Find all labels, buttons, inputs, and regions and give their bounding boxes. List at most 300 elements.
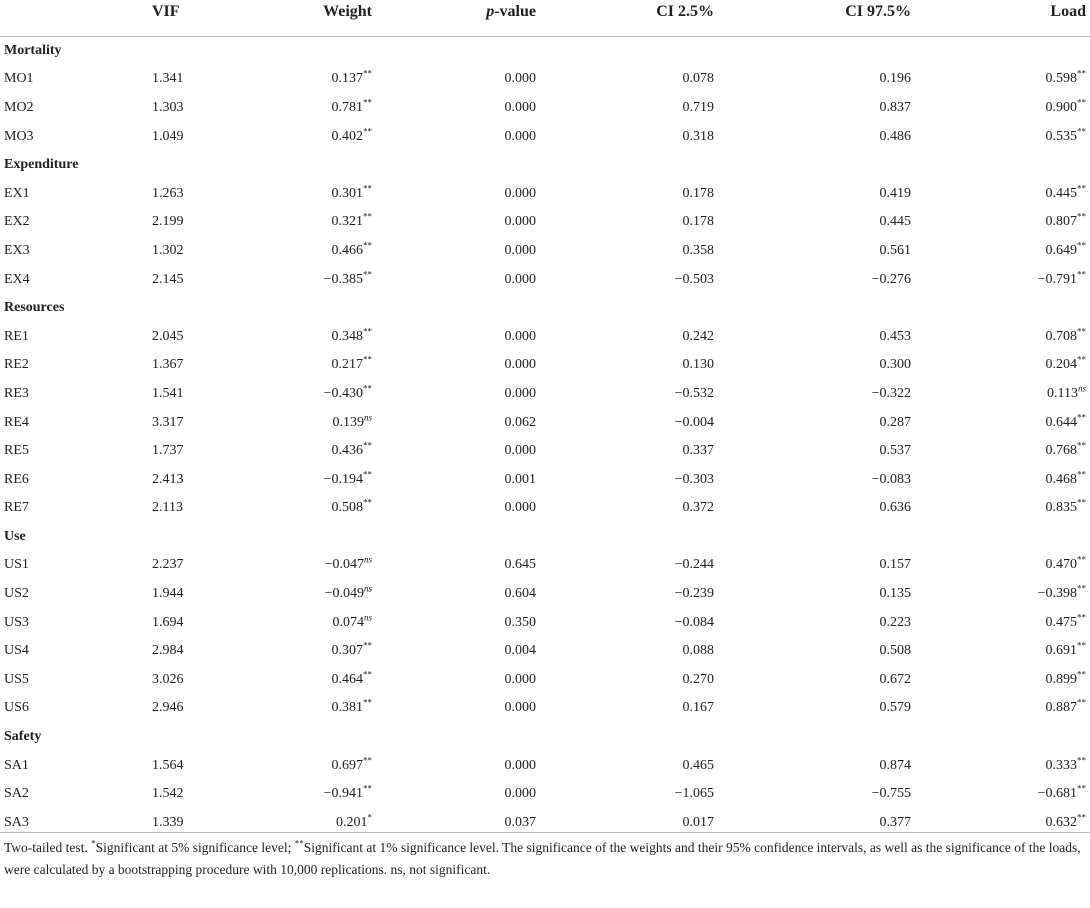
weight-cell-value: −0.049 bbox=[324, 586, 364, 602]
weight-cell-significance: ** bbox=[363, 754, 372, 765]
ci-high-cell-value: 0.486 bbox=[879, 128, 911, 144]
indicator-cell-value: EX3 bbox=[4, 242, 30, 258]
load-cell-value: 0.632 bbox=[1045, 814, 1077, 830]
load-cell bbox=[915, 666, 1090, 695]
ci-high-cell-value: 0.453 bbox=[879, 328, 911, 344]
ci-low-cell bbox=[540, 551, 718, 580]
weight-cell bbox=[188, 265, 376, 294]
vif-cell-value: 1.341 bbox=[152, 71, 184, 87]
pvalue-cell bbox=[376, 694, 540, 723]
load-cell bbox=[915, 94, 1090, 123]
table-row bbox=[0, 94, 1090, 123]
indicator-cell bbox=[0, 637, 148, 666]
load-cell bbox=[915, 465, 1090, 494]
weight-cell-value: −0.430 bbox=[323, 385, 363, 401]
load-cell-significance: ** bbox=[1077, 669, 1086, 680]
header-load: Load bbox=[915, 0, 1090, 36]
indicator-cell-value: EX1 bbox=[4, 185, 30, 201]
weight-cell bbox=[188, 208, 376, 237]
ci-high-cell bbox=[718, 408, 915, 437]
ci-high-cell bbox=[718, 780, 915, 809]
pvalue-cell bbox=[376, 380, 540, 409]
header-indicator bbox=[0, 0, 148, 36]
ci-high-cell bbox=[718, 494, 915, 523]
vif-cell-value: 2.413 bbox=[152, 471, 184, 487]
vif-cell bbox=[148, 94, 188, 123]
indicator-cell-value: RE6 bbox=[4, 471, 29, 487]
ci-high-cell-value: 0.672 bbox=[879, 671, 911, 687]
load-cell-value: 0.445 bbox=[1045, 185, 1077, 201]
header-pvalue bbox=[376, 0, 540, 36]
indicator-cell-value: MO2 bbox=[4, 99, 34, 115]
load-cell-significance: ** bbox=[1077, 812, 1086, 823]
header-row bbox=[0, 0, 1090, 36]
vif-cell bbox=[148, 65, 188, 94]
indicator-cell-value: EX2 bbox=[4, 214, 30, 230]
ci-low-cell-value: 0.465 bbox=[682, 757, 714, 773]
ci-low-cell-value: 0.372 bbox=[682, 500, 714, 516]
ci-low-cell bbox=[540, 637, 718, 666]
weight-cell bbox=[188, 322, 376, 351]
indicator-cell-value: RE3 bbox=[4, 385, 29, 401]
ci-high-cell bbox=[718, 751, 915, 780]
ci-low-cell-value: 0.358 bbox=[682, 242, 714, 258]
load-cell-significance: ** bbox=[1077, 583, 1086, 594]
load-cell-significance: ** bbox=[1077, 754, 1086, 765]
table-row bbox=[0, 122, 1090, 151]
weight-cell-significance: ns bbox=[363, 612, 372, 623]
indicator-cell bbox=[0, 666, 148, 695]
footnote-star2: ** bbox=[294, 838, 304, 849]
weight-cell-significance: ** bbox=[363, 783, 372, 794]
pvalue-cell bbox=[376, 322, 540, 351]
weight-cell-significance: ns bbox=[363, 583, 372, 594]
footnote-text bbox=[0, 833, 1090, 881]
ci-high-cell-value: 0.287 bbox=[879, 414, 911, 430]
vif-cell-value: 2.984 bbox=[152, 643, 184, 659]
pvalue-cell-value: 0.037 bbox=[504, 814, 536, 830]
indicator-cell-value: SA1 bbox=[4, 757, 29, 773]
weight-cell bbox=[188, 380, 376, 409]
vif-cell-value: 1.564 bbox=[152, 757, 184, 773]
weight-cell bbox=[188, 465, 376, 494]
load-cell-value: 0.835 bbox=[1045, 500, 1077, 516]
vif-cell-value: 1.339 bbox=[152, 814, 184, 830]
ci-high-cell bbox=[718, 122, 915, 151]
weight-cell-significance: ns bbox=[363, 411, 372, 422]
indicator-cell bbox=[0, 694, 148, 723]
ci-high-cell bbox=[718, 637, 915, 666]
ci-low-cell bbox=[540, 666, 718, 695]
ci-high-cell-value: 0.377 bbox=[879, 814, 911, 830]
weight-cell-value: 0.307 bbox=[331, 643, 363, 659]
pvalue-cell bbox=[376, 351, 540, 380]
weight-cell-value: −0.941 bbox=[323, 786, 363, 802]
table-row bbox=[0, 608, 1090, 637]
vif-cell bbox=[148, 408, 188, 437]
header-pvalue-p: p bbox=[486, 3, 495, 20]
vif-cell bbox=[148, 551, 188, 580]
weight-cell bbox=[188, 179, 376, 208]
load-cell-value: 0.470 bbox=[1045, 557, 1077, 573]
vif-cell-value: 1.302 bbox=[152, 242, 184, 258]
indicator-cell bbox=[0, 94, 148, 123]
indicator-cell bbox=[0, 751, 148, 780]
pvalue-cell-value: 0.645 bbox=[504, 557, 536, 573]
load-cell-significance: ns bbox=[1077, 383, 1086, 394]
ci-low-cell bbox=[540, 494, 718, 523]
ci-high-cell-value: −0.083 bbox=[871, 471, 911, 487]
ci-high-cell bbox=[718, 94, 915, 123]
section-title: Expenditure bbox=[4, 157, 79, 173]
ci-high-cell-value: 0.223 bbox=[879, 614, 911, 630]
load-cell-significance: ** bbox=[1077, 183, 1086, 194]
indicator-cell-value: US2 bbox=[4, 586, 29, 602]
header-ci-low: CI 2.5% bbox=[540, 0, 718, 36]
load-cell bbox=[915, 65, 1090, 94]
vif-cell-value: 1.263 bbox=[152, 185, 184, 201]
vif-cell bbox=[148, 322, 188, 351]
weight-cell-value: 0.217 bbox=[331, 357, 363, 373]
load-cell-value: 0.768 bbox=[1045, 443, 1077, 459]
ci-low-cell bbox=[540, 465, 718, 494]
weight-cell-significance: ** bbox=[363, 240, 372, 251]
pvalue-cell-value: 0.000 bbox=[504, 214, 536, 230]
load-cell bbox=[915, 179, 1090, 208]
pvalue-cell-value: 0.004 bbox=[504, 643, 536, 659]
ci-low-cell bbox=[540, 208, 718, 237]
pvalue-cell bbox=[376, 751, 540, 780]
vif-cell-value: 1.944 bbox=[152, 586, 184, 602]
load-cell bbox=[915, 494, 1090, 523]
weight-cell-significance: ** bbox=[363, 68, 372, 79]
ci-low-cell-value: 0.178 bbox=[682, 185, 714, 201]
weight-cell bbox=[188, 551, 376, 580]
section-header-row bbox=[0, 294, 1090, 323]
ci-high-cell-value: 0.537 bbox=[879, 443, 911, 459]
indicator-cell bbox=[0, 237, 148, 266]
load-cell-significance: ** bbox=[1077, 326, 1086, 337]
load-cell-value: 0.644 bbox=[1045, 414, 1077, 430]
load-cell-value: −0.791 bbox=[1037, 271, 1077, 287]
ci-high-cell bbox=[718, 437, 915, 466]
load-cell bbox=[915, 322, 1090, 351]
weight-cell-value: 0.402 bbox=[331, 128, 363, 144]
ci-high-cell-value: 0.874 bbox=[879, 757, 911, 773]
vif-cell-value: 2.946 bbox=[152, 700, 184, 716]
ci-low-cell bbox=[540, 437, 718, 466]
weight-cell-value: 0.464 bbox=[331, 671, 363, 687]
vif-cell-value: 2.237 bbox=[152, 557, 184, 573]
ci-high-cell bbox=[718, 237, 915, 266]
ci-high-cell bbox=[718, 551, 915, 580]
table-footnote bbox=[0, 832, 1090, 881]
load-cell-significance: ** bbox=[1077, 125, 1086, 136]
header-weight: Weight bbox=[188, 0, 376, 36]
load-cell-significance: ** bbox=[1077, 68, 1086, 79]
ci-high-cell bbox=[718, 265, 915, 294]
section-header-row bbox=[0, 36, 1090, 65]
ci-high-cell-value: −0.276 bbox=[871, 271, 911, 287]
indicator-cell-value: US3 bbox=[4, 614, 29, 630]
footnote-part1: Two-tailed test. bbox=[4, 840, 92, 855]
weight-cell bbox=[188, 580, 376, 609]
pvalue-cell-value: 0.604 bbox=[504, 586, 536, 602]
pvalue-cell-value: 0.000 bbox=[504, 185, 536, 201]
section-header-row bbox=[0, 723, 1090, 752]
weight-cell-value: 0.074 bbox=[332, 614, 364, 630]
weight-cell-significance: ** bbox=[363, 268, 372, 279]
indicator-cell-value: RE5 bbox=[4, 443, 29, 459]
table-body bbox=[0, 36, 1090, 837]
indicator-cell-value: SA2 bbox=[4, 786, 29, 802]
weight-cell-value: 0.301 bbox=[331, 185, 363, 201]
vif-cell-value: 1.542 bbox=[152, 786, 184, 802]
load-cell-significance: ** bbox=[1077, 783, 1086, 794]
weight-cell-significance: ** bbox=[363, 354, 372, 365]
header-vif: VIF bbox=[148, 0, 188, 36]
table-row bbox=[0, 265, 1090, 294]
indicator-cell bbox=[0, 437, 148, 466]
load-cell-value: 0.204 bbox=[1045, 357, 1077, 373]
weight-cell bbox=[188, 694, 376, 723]
ci-low-cell-value: 0.337 bbox=[682, 443, 714, 459]
indicator-cell bbox=[0, 65, 148, 94]
ci-high-cell-value: 0.561 bbox=[879, 242, 911, 258]
ci-high-cell-value: 0.419 bbox=[879, 185, 911, 201]
pvalue-cell-value: 0.000 bbox=[504, 671, 536, 687]
table-row bbox=[0, 322, 1090, 351]
ci-high-cell bbox=[718, 380, 915, 409]
ci-low-cell bbox=[540, 65, 718, 94]
weight-cell-significance: ** bbox=[363, 97, 372, 108]
section-title: Resources bbox=[4, 300, 65, 316]
vif-cell bbox=[148, 494, 188, 523]
load-cell-significance: ** bbox=[1077, 268, 1086, 279]
indicator-cell bbox=[0, 608, 148, 637]
vif-cell-value: 1.367 bbox=[152, 357, 184, 373]
weight-cell-value: −0.194 bbox=[323, 471, 363, 487]
vif-cell bbox=[148, 608, 188, 637]
pvalue-cell bbox=[376, 551, 540, 580]
ci-high-cell-value: 0.135 bbox=[879, 586, 911, 602]
ci-low-cell bbox=[540, 580, 718, 609]
vif-cell bbox=[148, 237, 188, 266]
ci-low-cell-value: 0.318 bbox=[682, 128, 714, 144]
ci-high-cell-value: 0.157 bbox=[879, 557, 911, 573]
vif-cell bbox=[148, 437, 188, 466]
load-cell bbox=[915, 437, 1090, 466]
load-cell-significance: ** bbox=[1077, 211, 1086, 222]
footnote-star1: * bbox=[91, 838, 96, 849]
table-row bbox=[0, 666, 1090, 695]
vif-cell-value: 1.303 bbox=[152, 99, 184, 115]
vif-cell-value: 3.317 bbox=[152, 414, 184, 430]
load-cell-significance: ** bbox=[1077, 612, 1086, 623]
load-cell-value: 0.113 bbox=[1047, 385, 1078, 401]
vif-cell bbox=[148, 465, 188, 494]
weight-cell bbox=[188, 122, 376, 151]
ci-high-cell bbox=[718, 208, 915, 237]
ci-high-cell bbox=[718, 351, 915, 380]
load-cell-value: −0.398 bbox=[1037, 586, 1077, 602]
vif-cell bbox=[148, 179, 188, 208]
indicator-cell-value: MO1 bbox=[4, 71, 34, 87]
load-cell-significance: ** bbox=[1077, 640, 1086, 651]
load-cell-value: −0.681 bbox=[1037, 786, 1077, 802]
load-cell bbox=[915, 265, 1090, 294]
pvalue-cell-value: 0.350 bbox=[504, 614, 536, 630]
weight-cell bbox=[188, 94, 376, 123]
ci-high-cell bbox=[718, 179, 915, 208]
table-row bbox=[0, 179, 1090, 208]
vif-cell-value: 1.541 bbox=[152, 385, 184, 401]
vif-cell bbox=[148, 780, 188, 809]
vif-cell-value: 2.145 bbox=[152, 271, 184, 287]
table-row bbox=[0, 351, 1090, 380]
weight-cell-value: 0.466 bbox=[331, 242, 363, 258]
pvalue-cell bbox=[376, 408, 540, 437]
indicator-cell bbox=[0, 208, 148, 237]
ci-low-cell-value: 0.130 bbox=[682, 357, 714, 373]
load-cell-significance: ** bbox=[1077, 354, 1086, 365]
vif-cell-value: 2.113 bbox=[152, 500, 183, 516]
ci-low-cell bbox=[540, 122, 718, 151]
weight-cell-value: 0.508 bbox=[331, 500, 363, 516]
ci-low-cell bbox=[540, 94, 718, 123]
indicator-cell bbox=[0, 179, 148, 208]
weight-cell-significance: ** bbox=[363, 383, 372, 394]
indicator-cell bbox=[0, 780, 148, 809]
load-cell-significance: ** bbox=[1077, 697, 1086, 708]
weight-cell-value: 0.201 bbox=[336, 814, 368, 830]
section-header-row bbox=[0, 523, 1090, 552]
indicator-cell bbox=[0, 494, 148, 523]
weight-cell bbox=[188, 237, 376, 266]
load-cell bbox=[915, 122, 1090, 151]
load-cell bbox=[915, 408, 1090, 437]
pvalue-cell-value: 0.000 bbox=[504, 385, 536, 401]
table-header bbox=[0, 0, 1090, 36]
indicator-cell-value: MO3 bbox=[4, 128, 34, 144]
ci-high-cell-value: 0.300 bbox=[879, 357, 911, 373]
weight-cell-value: −0.047 bbox=[324, 557, 364, 573]
indicator-cell bbox=[0, 351, 148, 380]
ci-low-cell-value: −0.303 bbox=[674, 471, 714, 487]
ci-low-cell-value: −0.503 bbox=[674, 271, 714, 287]
section-title: Mortality bbox=[4, 42, 62, 58]
weight-cell-value: −0.385 bbox=[323, 271, 363, 287]
weight-cell-value: 0.321 bbox=[331, 214, 363, 230]
weight-cell bbox=[188, 408, 376, 437]
vif-cell bbox=[148, 694, 188, 723]
load-cell bbox=[915, 380, 1090, 409]
weight-cell-significance: * bbox=[367, 812, 372, 823]
pvalue-cell-value: 0.000 bbox=[504, 99, 536, 115]
ci-low-cell bbox=[540, 237, 718, 266]
ci-low-cell-value: 0.178 bbox=[682, 214, 714, 230]
weight-cell-significance: ** bbox=[363, 125, 372, 136]
pvalue-cell bbox=[376, 608, 540, 637]
weight-cell-value: 0.697 bbox=[331, 757, 363, 773]
pvalue-cell bbox=[376, 94, 540, 123]
footnote-part2: Significant at 5% significance level; bbox=[95, 840, 295, 855]
vif-cell-value: 1.049 bbox=[152, 128, 184, 144]
load-cell-value: 0.468 bbox=[1045, 471, 1077, 487]
ci-high-cell-value: 0.508 bbox=[879, 643, 911, 659]
load-cell bbox=[915, 208, 1090, 237]
vif-cell bbox=[148, 751, 188, 780]
weight-cell-significance: ** bbox=[363, 469, 372, 480]
pvalue-cell-value: 0.000 bbox=[504, 757, 536, 773]
pvalue-cell-value: 0.062 bbox=[504, 414, 536, 430]
table-row bbox=[0, 465, 1090, 494]
load-cell bbox=[915, 694, 1090, 723]
load-cell bbox=[915, 608, 1090, 637]
weight-cell-value: 0.348 bbox=[331, 328, 363, 344]
ci-low-cell bbox=[540, 265, 718, 294]
weight-cell bbox=[188, 780, 376, 809]
table-row bbox=[0, 637, 1090, 666]
ci-low-cell bbox=[540, 351, 718, 380]
table-row bbox=[0, 551, 1090, 580]
weight-cell bbox=[188, 637, 376, 666]
load-cell-significance: ** bbox=[1077, 240, 1086, 251]
pvalue-cell-value: 0.000 bbox=[504, 271, 536, 287]
ci-high-cell-value: 0.196 bbox=[879, 71, 911, 87]
vif-cell bbox=[148, 265, 188, 294]
ci-low-cell bbox=[540, 751, 718, 780]
pvalue-cell bbox=[376, 580, 540, 609]
pvalue-cell-value: 0.000 bbox=[504, 128, 536, 144]
section-title: Safety bbox=[4, 729, 42, 745]
pvalue-cell-value: 0.000 bbox=[504, 242, 536, 258]
pvalue-cell-value: 0.000 bbox=[504, 700, 536, 716]
load-cell-significance: ** bbox=[1077, 554, 1086, 565]
ci-high-cell bbox=[718, 322, 915, 351]
indicator-cell-value: RE2 bbox=[4, 357, 29, 373]
weight-cell-significance: ** bbox=[363, 697, 372, 708]
pvalue-cell bbox=[376, 265, 540, 294]
table-row bbox=[0, 437, 1090, 466]
table-row bbox=[0, 694, 1090, 723]
load-cell bbox=[915, 751, 1090, 780]
indicator-cell bbox=[0, 551, 148, 580]
pvalue-cell bbox=[376, 237, 540, 266]
indicator-cell bbox=[0, 265, 148, 294]
table-row bbox=[0, 751, 1090, 780]
vif-cell-value: 2.199 bbox=[152, 214, 184, 230]
header-ci-high: CI 97.5% bbox=[718, 0, 915, 36]
ci-low-cell-value: 0.078 bbox=[682, 71, 714, 87]
indicator-cell-value: EX4 bbox=[4, 271, 30, 287]
weight-cell bbox=[188, 437, 376, 466]
load-cell bbox=[915, 780, 1090, 809]
load-cell bbox=[915, 351, 1090, 380]
table-row bbox=[0, 494, 1090, 523]
footnote-part3: Significant at 1% significance level. The significance of the weights and their 95% confidence intervals, as well as the significance of the loads, were calculated by a bootstrapping procedure with 10,000 replications. ns, not significant. bbox=[4, 840, 1081, 877]
vif-cell-value: 3.026 bbox=[152, 671, 184, 687]
ci-high-cell bbox=[718, 608, 915, 637]
load-cell-significance: ** bbox=[1077, 497, 1086, 508]
pvalue-cell-value: 0.001 bbox=[504, 471, 536, 487]
weight-cell-significance: ** bbox=[363, 183, 372, 194]
indicator-cell bbox=[0, 408, 148, 437]
ci-low-cell-value: −1.065 bbox=[674, 786, 714, 802]
ci-low-cell-value: −0.244 bbox=[674, 557, 714, 573]
pvalue-cell bbox=[376, 780, 540, 809]
ci-low-cell-value: 0.088 bbox=[682, 643, 714, 659]
